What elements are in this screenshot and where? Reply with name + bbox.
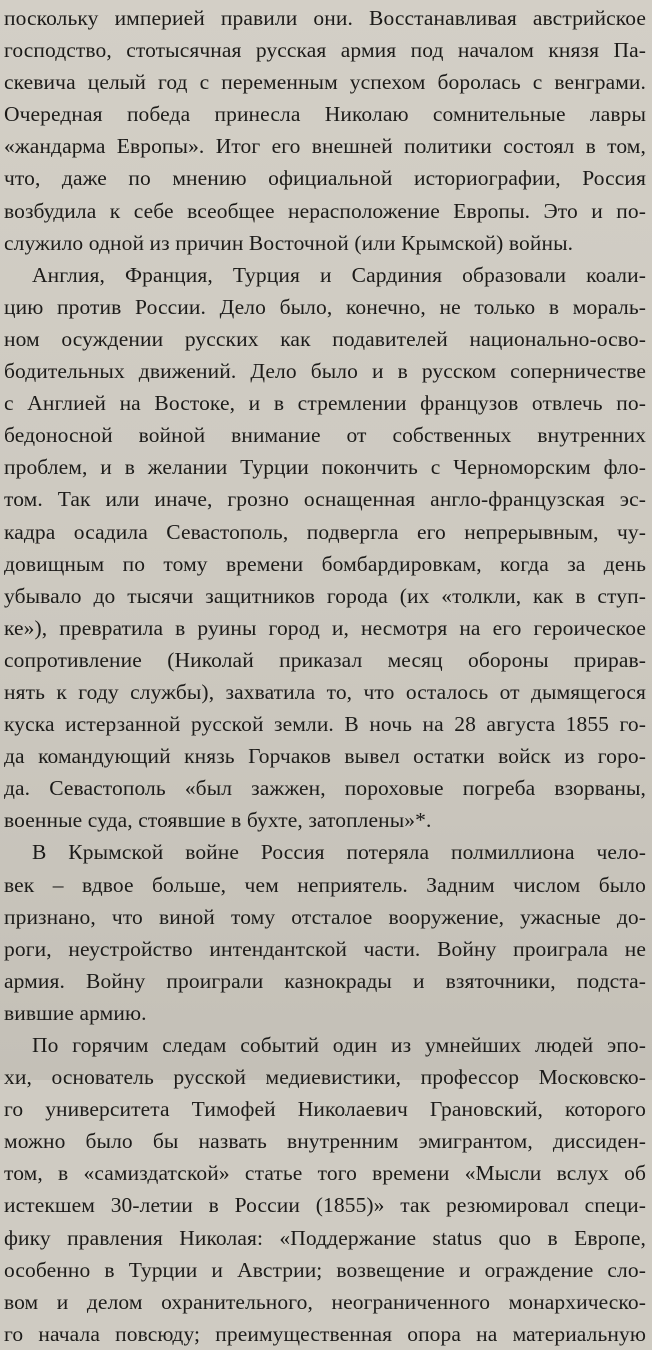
text-line: признано, что виной тому отсталое вооружение, ужасные до- (4, 904, 646, 929)
text-line: да. Севастополь «был зажжен, пороховые погреба взорваны, (4, 776, 646, 801)
text-line: убывало до тысячи защитников города (их «толкли, как в ступ- (4, 583, 646, 608)
text-line: цию против России. Дело было, конечно, не только в мораль- (4, 294, 646, 319)
text-line: вившие армию. (4, 1000, 147, 1025)
text-line: Очередная победа принесла Николаю сомнительные лавры (4, 102, 646, 127)
text-line: роги, неустройство интендантской части. Войну проиграла не (4, 936, 646, 961)
text-line: проблем, и в желании Турции покончить с Черноморским фло- (4, 455, 646, 480)
text-line: В Крымской войне Россия потеряла полмиллиона чело- (32, 840, 646, 865)
text-line: армия. Войну проиграли казнокрады и взяточники, подста- (4, 968, 646, 993)
text-line: По горячим следам событий один из умнейших людей эпо- (32, 1033, 646, 1057)
text-line: бедоносной войной внимание от собственных внутренних (4, 423, 646, 448)
text-line: бодительных движений. Дело было и в русском соперничестве (4, 359, 646, 384)
text-line: что, даже по мнению официальной историографии, Россия (4, 166, 646, 191)
text-line: том. Так или иначе, грозно оснащенная англо-французская эс- (4, 487, 646, 512)
text-line: военные суда, стоявшие в бухте, затоплены»*. (4, 808, 432, 833)
text-line: век – вдвое больше, чем неприятель. Задним числом было (4, 872, 646, 897)
text-line: можно было бы назвать внутренним эмигрантом, диссиден- (4, 1129, 646, 1154)
text-line: го начала повсюду; преимущественная опора на материальную (4, 1321, 646, 1346)
text-line: го университета Тимофей Николаевич Грановский, которого (4, 1097, 646, 1122)
text-line: ном осуждении русских как подавителей национально-осво- (4, 326, 646, 351)
text-line: том, в «самиздатской» статье того времени «Мысли вслух об (4, 1161, 646, 1186)
text-line: поскольку империей правили они. Восстанавливая австрийское (4, 6, 646, 30)
text-line: «жандарма Европы». Итог его внешней политики состоял в том, (4, 134, 646, 159)
text-line: кадра осадила Севастополь, подвергла его непрерывным, чу- (4, 519, 646, 544)
text-line: фику правления Николая: «Поддержание status quo в Европе, (4, 1225, 646, 1250)
text-line: куска истерзанной русской земли. В ночь на 28 августа 1855 го- (4, 712, 646, 737)
text-line: господство, стотысячная русская армия под началом князя Па- (4, 38, 646, 63)
text-line: сопротивление (Николай приказал месяц обороны прирав- (4, 647, 646, 672)
text-line: нять к году службы), захватила то, что осталось от дымящегося (4, 679, 646, 704)
text-line: вом и делом охранительного, неограниченного монархическо- (4, 1289, 646, 1314)
text-line: истекшем 30-летии в России (1855)» так резюмировал специ- (4, 1193, 646, 1218)
text-line: скевича целый год с переменным успехом боролась с венграми. (4, 70, 646, 95)
text-line: возбудила к себе всеобщее нерасположение Европы. Это и по- (4, 198, 646, 223)
text-line: служило одной из причин Восточной (или Крымской) войны. (4, 230, 574, 255)
text-line: ке»), превратила в руины город и, несмотря на его героическое (4, 615, 646, 640)
text-line: довищным по тому времени бомбардировкам, когда за день (4, 551, 646, 576)
text-line: особенно в Турции и Австрии; возвещение и ограждение сло- (4, 1257, 646, 1282)
text-line: с Англией на Востоке, и в стремлении французов отвлечь по- (4, 391, 646, 416)
text-line: Англия, Франция, Турция и Сардиния образовали коали- (32, 262, 646, 287)
text-line: да командующий князь Горчаков вывел остатки войск из горо- (4, 744, 646, 769)
text-line: хи, основатель русской медиевистики, профессор Московско- (4, 1065, 646, 1090)
